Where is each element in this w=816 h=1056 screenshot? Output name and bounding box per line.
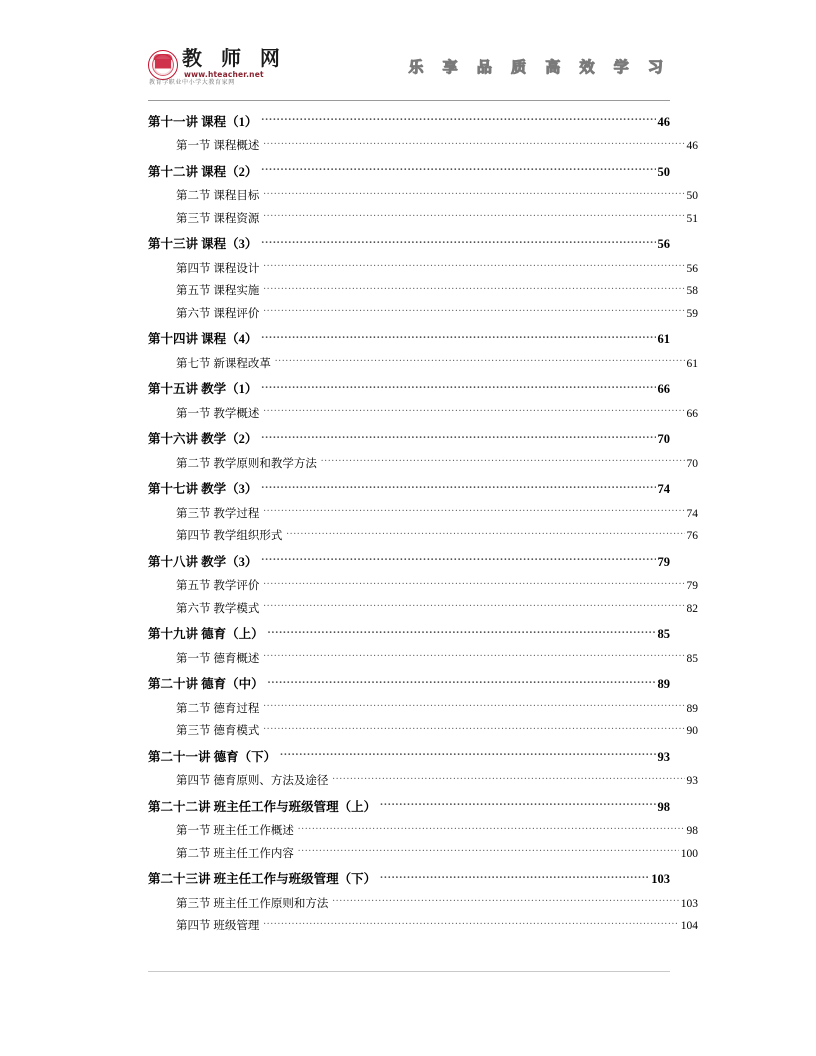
toc-page-number: 56 bbox=[657, 237, 670, 251]
toc-section-row[interactable] bbox=[148, 501, 698, 524]
toc-section-title: 第三节 教学过程 bbox=[176, 507, 260, 520]
toc-chapter-title: 第十八讲 教学（3） bbox=[148, 554, 258, 569]
toc-dot-leader bbox=[261, 236, 655, 249]
toc-dot-leader bbox=[268, 676, 656, 689]
toc-dot-leader bbox=[263, 505, 684, 517]
toc-chapter-title: 第十二讲 课程（2） bbox=[148, 164, 258, 179]
toc-dot-leader bbox=[261, 431, 655, 444]
toc-dot-leader bbox=[263, 650, 684, 662]
toc-chapter-title: 第十四讲 课程（4） bbox=[148, 332, 258, 346]
toc-page-number: 85 bbox=[657, 627, 670, 641]
brand-url: www.hteacher.net bbox=[184, 70, 264, 79]
toc-page-number: 103 bbox=[680, 897, 698, 910]
toc-dot-leader bbox=[298, 823, 685, 835]
toc-dot-leader bbox=[380, 798, 655, 811]
toc-dot-leader bbox=[332, 773, 684, 785]
toc-chapter-row[interactable] bbox=[148, 474, 670, 502]
toc-section-title: 第一节 教学概述 bbox=[176, 407, 260, 420]
toc-dot-leader bbox=[263, 723, 684, 735]
toc-section-row[interactable] bbox=[148, 819, 698, 842]
toc-chapter-row[interactable] bbox=[148, 156, 670, 184]
toc-section-title: 第六节 课程评价 bbox=[176, 307, 260, 320]
toc-chapter-title: 第十七讲 教学（3） bbox=[148, 482, 258, 496]
toc-chapter-row[interactable] bbox=[148, 741, 670, 769]
toc-dot-leader bbox=[263, 188, 684, 200]
toc-chapter-title: 第二十三讲 班主任工作与班级管理（下） bbox=[148, 872, 377, 886]
toc-section-row[interactable] bbox=[148, 646, 698, 669]
toc-chapter-row[interactable] bbox=[148, 864, 670, 892]
toc-dot-leader bbox=[263, 600, 684, 612]
toc-page-number: 93 bbox=[657, 749, 670, 764]
seal-arc-decoration bbox=[154, 54, 173, 60]
toc-section-row[interactable] bbox=[148, 769, 698, 792]
toc-dot-leader bbox=[268, 626, 656, 639]
toc-section-title: 第二节 教学原则和教学方法 bbox=[176, 457, 317, 470]
toc-page-number: 61 bbox=[686, 357, 698, 370]
toc-section-row[interactable] bbox=[148, 134, 698, 157]
toc-chapter-title: 第十六讲 教学（2） bbox=[148, 432, 258, 446]
toc-section-row[interactable] bbox=[148, 719, 698, 742]
toc-page-number: 70 bbox=[657, 432, 670, 446]
toc-chapter-row[interactable] bbox=[148, 791, 670, 819]
toc-page-number: 89 bbox=[686, 702, 698, 715]
toc-chapter-row[interactable] bbox=[148, 546, 670, 574]
toc-chapter-row[interactable] bbox=[148, 106, 670, 134]
toc-page-number: 76 bbox=[686, 530, 698, 542]
toc-page-number: 46 bbox=[686, 140, 698, 152]
toc-dot-leader bbox=[261, 553, 655, 566]
toc-section-title: 第五节 教学评价 bbox=[176, 580, 260, 592]
toc-page-number: 70 bbox=[686, 457, 698, 470]
toc-dot-leader bbox=[321, 455, 685, 467]
toc-page-number: 93 bbox=[686, 775, 698, 787]
toc-chapter-title: 第十五讲 教学（1） bbox=[148, 382, 258, 396]
toc-section-title: 第六节 教学模式 bbox=[176, 602, 260, 615]
toc-section-title: 第五节 课程实施 bbox=[176, 285, 260, 297]
toc-chapter-row[interactable] bbox=[148, 324, 670, 352]
toc-chapter-title: 第二十二讲 班主任工作与班级管理（上） bbox=[148, 799, 377, 814]
toc-chapter-title: 第十一讲 课程（1） bbox=[148, 114, 258, 129]
toc-dot-leader bbox=[261, 113, 655, 126]
toc-section-row[interactable] bbox=[148, 351, 698, 374]
seal-center-decoration bbox=[155, 60, 171, 69]
toc-section-row[interactable] bbox=[148, 401, 698, 424]
toc-section-title: 第三节 德育模式 bbox=[176, 725, 260, 737]
toc-dot-leader bbox=[261, 481, 655, 494]
toc-page-number: 56 bbox=[686, 262, 698, 275]
toc-dot-leader bbox=[286, 528, 684, 540]
toc-page-number: 59 bbox=[686, 307, 698, 320]
toc-chapter-row[interactable] bbox=[148, 424, 670, 452]
toc-dot-leader bbox=[332, 895, 678, 907]
toc-page-number: 85 bbox=[686, 652, 698, 665]
toc-dot-leader bbox=[298, 845, 679, 857]
toc-section-title: 第三节 班主任工作原则和方法 bbox=[176, 897, 329, 910]
toc-section-row[interactable] bbox=[148, 574, 698, 597]
toc-section-title: 第四节 班级管理 bbox=[176, 920, 260, 932]
brand-name: 教 师 网 bbox=[182, 46, 286, 70]
toc-page-number: 50 bbox=[657, 164, 670, 179]
toc-dot-leader bbox=[263, 405, 684, 417]
toc-section-row[interactable] bbox=[148, 301, 698, 324]
toc-section-row[interactable] bbox=[148, 841, 698, 864]
toc-dot-leader bbox=[263, 305, 684, 317]
toc-section-row[interactable] bbox=[148, 524, 698, 547]
toc-section-title: 第四节 教学组织形式 bbox=[176, 530, 283, 542]
toc-dot-leader bbox=[263, 260, 684, 272]
toc-section-title: 第二节 班主任工作内容 bbox=[176, 847, 294, 860]
toc-dot-leader bbox=[263, 578, 684, 590]
page-header bbox=[148, 46, 670, 92]
toc-page-number: 104 bbox=[680, 920, 698, 932]
toc-page-number: 98 bbox=[657, 799, 670, 814]
toc-page-number: 50 bbox=[686, 190, 698, 202]
toc-section-title: 第一节 课程概述 bbox=[176, 140, 260, 152]
toc-section-row[interactable] bbox=[148, 184, 698, 207]
seal-icon bbox=[148, 50, 178, 80]
toc-dot-leader bbox=[263, 283, 684, 295]
toc-section-title: 第七节 新课程改革 bbox=[176, 357, 271, 370]
toc-page-number: 79 bbox=[686, 580, 698, 592]
toc-chapter-title: 第二十讲 德育（中） bbox=[148, 677, 264, 691]
toc-section-row[interactable] bbox=[148, 279, 698, 302]
toc-page-number: 79 bbox=[657, 554, 670, 569]
toc-page-number: 46 bbox=[657, 114, 670, 129]
toc-dot-leader bbox=[263, 700, 684, 712]
toc-section-title: 第四节 德育原则、方法及途径 bbox=[176, 775, 329, 787]
toc-dot-leader bbox=[261, 163, 655, 176]
header-slogan: 乐 享 品 质 高 效 学 习 bbox=[408, 58, 670, 76]
toc-section-title: 第四节 课程设计 bbox=[176, 262, 260, 275]
toc-dot-leader bbox=[263, 138, 684, 150]
toc-page-number: 58 bbox=[686, 285, 698, 297]
toc-section-row[interactable] bbox=[148, 596, 698, 619]
toc-dot-leader bbox=[263, 918, 678, 930]
toc-page-number: 51 bbox=[686, 212, 698, 225]
toc-section-row[interactable] bbox=[148, 256, 698, 279]
toc-dot-leader bbox=[380, 871, 649, 884]
toc-page-number: 82 bbox=[686, 602, 698, 615]
toc-chapter-title: 第十三讲 课程（3） bbox=[148, 237, 258, 251]
toc-page-number: 103 bbox=[651, 872, 670, 886]
toc-section-title: 第三节 课程资源 bbox=[176, 212, 260, 225]
toc-section-row[interactable] bbox=[148, 914, 698, 937]
toc-chapter-row[interactable] bbox=[148, 669, 670, 697]
toc-section-title: 第二节 德育过程 bbox=[176, 702, 260, 715]
toc-section-row[interactable] bbox=[148, 451, 698, 474]
toc-section-row[interactable] bbox=[148, 696, 698, 719]
toc-page-number: 100 bbox=[680, 847, 698, 860]
toc-dot-leader bbox=[261, 331, 655, 344]
toc-page-number: 66 bbox=[686, 407, 698, 420]
toc-chapter-row[interactable] bbox=[148, 619, 670, 647]
toc-section-title: 第一节 班主任工作概述 bbox=[176, 825, 294, 837]
toc-section-row[interactable] bbox=[148, 206, 698, 229]
table-of-contents bbox=[148, 106, 698, 936]
toc-chapter-row[interactable] bbox=[148, 374, 670, 402]
toc-chapter-title: 第十九讲 德育（上） bbox=[148, 627, 264, 641]
toc-dot-leader bbox=[263, 210, 684, 222]
toc-dot-leader bbox=[280, 748, 655, 761]
toc-page-number: 90 bbox=[686, 725, 698, 737]
toc-chapter-title: 第二十一讲 德育（下） bbox=[148, 749, 277, 764]
brand-tagline: 教育学职业中小学大教育家网 bbox=[149, 79, 235, 86]
toc-page-number: 66 bbox=[657, 382, 670, 396]
toc-page-number: 98 bbox=[686, 825, 698, 837]
toc-page-number: 74 bbox=[686, 507, 698, 520]
toc-section-title: 第一节 德育概述 bbox=[176, 652, 260, 665]
toc-page-number: 74 bbox=[657, 482, 670, 496]
toc-chapter-row[interactable] bbox=[148, 229, 670, 257]
footer-divider bbox=[148, 971, 670, 972]
toc-dot-leader bbox=[275, 355, 685, 367]
toc-page-number: 89 bbox=[657, 677, 670, 691]
toc-section-title: 第二节 课程目标 bbox=[176, 190, 260, 202]
toc-page-number: 61 bbox=[657, 332, 670, 346]
toc-dot-leader bbox=[261, 381, 655, 394]
header-divider bbox=[148, 100, 670, 101]
toc-section-row[interactable] bbox=[148, 891, 698, 914]
brand-logo bbox=[148, 46, 398, 90]
